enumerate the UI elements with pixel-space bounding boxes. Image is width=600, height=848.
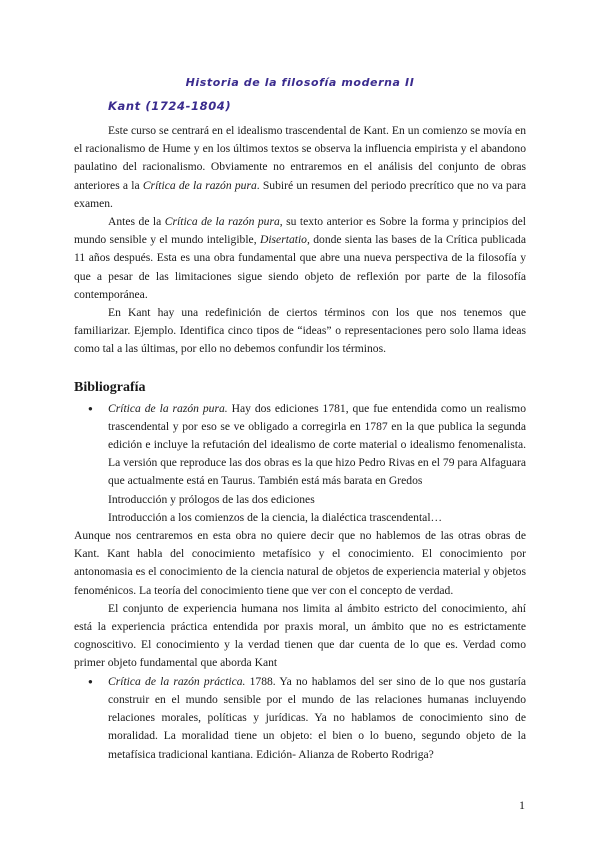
body-paragraph-b: El conjunto de experiencia humana nos limita al ámbito estricto del conocimiento, ahí está la experiencia práctica entendida por praxis moral, un ámbito que no es estrictamente cognoscitivo. El conocimiento y la verdad tienen que dar cuenta de lo que es. Verdad como primer objeto fundamental que aborda Kant [74, 601, 526, 670]
bibliography-subitem-2: Introducción a los comienzos de la ciencia, la dialéctica trascendental… [108, 510, 443, 524]
body-paragraph-a: Aunque nos centraremos en esta obra no quiere decir que no hablemos de las otras obras de Kant. Kant habla del conocimiento metafísico y el conocimiento. El conocimiento por antonomasia es el conocimiento de la ciencia natural de objetos de experiencia material y objetos fenoménicos. La teoría del conocimiento tiene que ver con el concepto de verdad. [74, 529, 526, 597]
document-body [74, 122, 526, 764]
bibliography-item-2: ● Crítica de la razón práctica. 1788. Ya no hablamos del ser sino de lo que nos gustaría construir en el mundo sensible por el mundo de las relaciones humanas incluyendo relaciones morales, políticas y jurídicas. Ya no hablamos de conocimiento sino de moralidad. La moralidad tiene un objeto: el bien o lo bueno, segundo objeto de la metafísica tradicional kantiana. Edición- Alianza de Roberto Rodriga? [74, 673, 526, 764]
intro-paragraph-2: Antes de la Crítica de la razón pura, su texto anterior es Sobre la forma y principios del mundo sensible y el mundo inteligible, Disertatio, donde sienta las bases de la Crítica publicada 11 años después. Esta es una obra fundamental que abre una nueva perspectiva de la filosofía y que a pesar de las limitaciones sigue siendo objeto de reflexión por parte de la filosofía contemporánea. [74, 215, 526, 301]
document-title: Historia de la filosofía moderna II [185, 76, 415, 89]
bibliography-subitem-1: Introducción y prólogos de las dos ediciones [108, 492, 315, 506]
intro-paragraph-1: Este curso se centrará en el idealismo trascendental de Kant. En un comienzo se movía en el racionalismo de Hume y en los últimos textos se observa la influencia empirista y el abandono paulatino del racionalismo. Obviamente no entraremos en el análisis del conjunto de obras anteriores a la Crítica de la razón pura. Subiré un resumen del periodo precrítico que no va para examen. [74, 124, 526, 210]
section-subtitle: Kant (1724-1804) [108, 99, 232, 113]
intro-paragraph-3: En Kant hay una redefinición de ciertos términos con los que nos tenemos que familiarizar. Ejemplo. Identifica cinco tipos de “ideas” o representaciones pero solo llama ideas como tal a las últimas, por ello no debemos confundir los términos. [74, 306, 526, 356]
page-number: 1 [519, 798, 525, 812]
bibliography-item-1: ● Crítica de la razón pura. Hay dos ediciones 1781, que fue entendida como un realismo trascendental y por eso se ve obligado a corregirla en 1787 en la que publica la segunda edición e incluye la refutación del idealismo de corte material o idealismo fenomenalista. La versión que reproduce las dos obras es la que hizo Pedro Rivas en el 79 para Alfaguara que actualmente está en Taurus. También está más barata en Gredos [74, 400, 526, 491]
bibliography-heading: Bibliografía [74, 379, 146, 395]
